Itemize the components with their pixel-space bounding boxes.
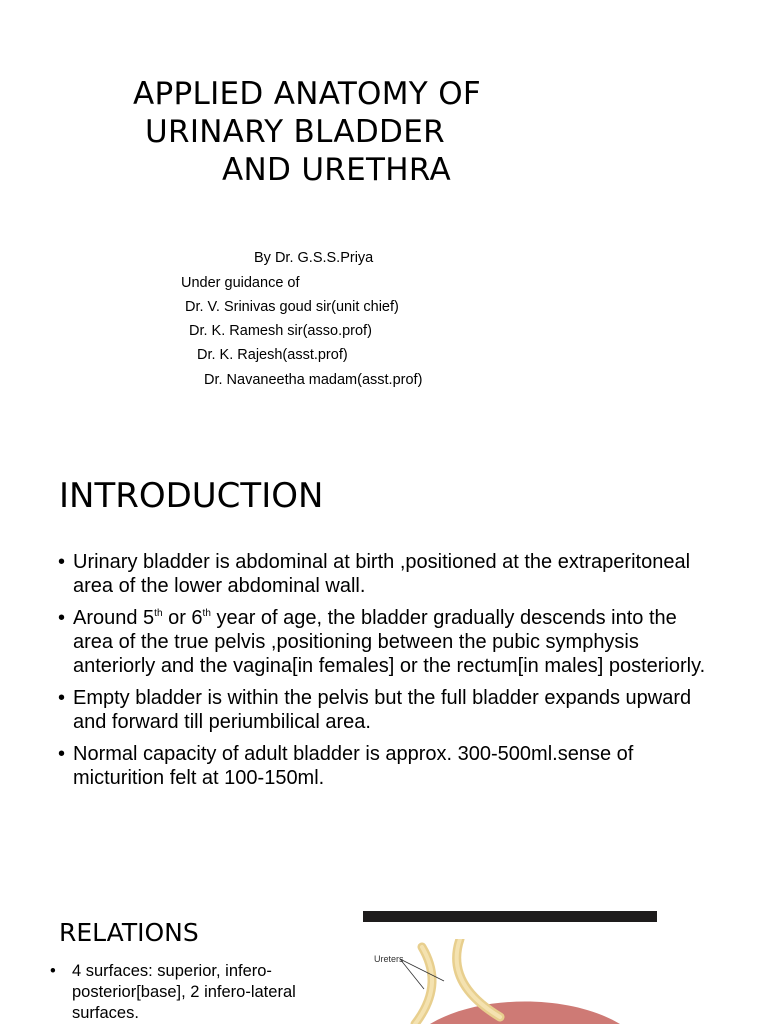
slide-heading: INTRODUCTION xyxy=(59,476,324,516)
slide-heading: RELATIONS xyxy=(59,918,199,947)
bullet-text: Around 5 xyxy=(73,607,155,629)
guide-name: Dr. K. Rajesh(asst.prof) xyxy=(197,347,348,363)
title-line-1: APPLIED ANATOMY OF xyxy=(133,76,482,112)
label-pointer xyxy=(400,959,424,989)
bullet-item: • 4 surfaces: superior, infero-posterior[base], 2 infero-lateral surfaces. xyxy=(50,961,310,1024)
guide-name: Dr. K. Ramesh sir(asso.prof) xyxy=(189,323,372,339)
bullet-text: or 6 xyxy=(162,607,203,629)
bullet-item xyxy=(58,606,718,678)
guidance-line: Under guidance of xyxy=(181,275,300,291)
bladder-shape xyxy=(430,1002,620,1024)
bullet-text: year of age, the bladder gradually descends into the area of the true pelvis ,positioning between the pubic symphysis anteriorly and the vagina[in females] or the rectum[in males] posteriorly. xyxy=(73,607,706,677)
bladder-illustration xyxy=(360,939,660,1024)
guide-name: Dr. V. Srinivas goud sir(unit chief) xyxy=(185,299,399,315)
decorative-bar xyxy=(363,911,657,922)
bullet-list xyxy=(58,550,718,798)
author-line: By Dr. G.S.S.Priya xyxy=(254,250,374,266)
introduction-slide xyxy=(0,432,768,864)
guide-name: Dr. Navaneetha madam(asst.prof) xyxy=(204,372,423,388)
bullet-item: • Normal capacity of adult bladder is approx. 300-500ml.sense of micturition felt at 100-150ml. xyxy=(58,742,718,790)
bullet-list xyxy=(50,961,310,1024)
relations-slide xyxy=(0,864,768,1024)
superscript: th xyxy=(154,608,163,619)
ureters-label: Ureters xyxy=(374,954,404,964)
bullet-item: • Urinary bladder is abdominal at birth ,positioned at the extraperitoneal area of the lower abdominal wall. xyxy=(58,550,718,598)
title-line-2: URINARY BLADDER xyxy=(145,114,445,150)
label-pointer xyxy=(400,959,444,981)
title-slide xyxy=(0,0,768,432)
title-line-3: AND URETHRA xyxy=(222,152,451,188)
bullet-item: • Empty bladder is within the pelvis but the full bladder expands upward and forward till periumbilical area. xyxy=(58,686,718,734)
superscript: th xyxy=(202,608,211,619)
